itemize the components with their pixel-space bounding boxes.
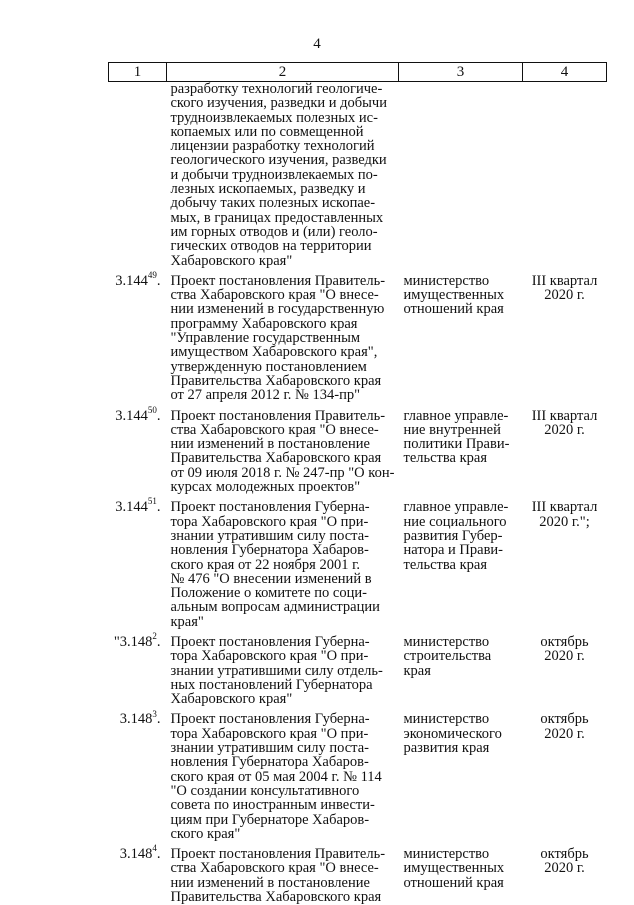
row-deadline: [523, 268, 607, 403]
row-description-line: ства Хабаровского края "О внесе-: [170, 287, 379, 304]
row-deadline: [523, 494, 607, 629]
table-body: [109, 82, 607, 905]
row-description-line: и добычи трудноизвлекаемых по-: [170, 166, 378, 183]
row-responsible-line: имущественных: [403, 287, 505, 304]
row-description-line: трудноизвлекаемых полезных ис-: [170, 109, 378, 126]
row-deadline-line: 2020 г.";: [539, 513, 590, 530]
row-responsible-line: развития края: [403, 740, 490, 757]
row-description-line: ского края от 05 мая 2004 г. № 114: [170, 768, 382, 785]
row-number: [109, 82, 167, 268]
row-responsible-line: министерство: [403, 846, 490, 863]
row-description-line: циям при Губернаторе Хабаров-: [170, 811, 370, 828]
row-responsible-line: края: [403, 662, 431, 679]
row-description-line: Проект постановления Правитель-: [170, 407, 386, 424]
row-description: [167, 494, 399, 629]
table-row: [109, 494, 607, 629]
row-description-line: нии изменений в государственную: [170, 301, 385, 318]
row-description-line: Правительства Хабаровского края: [170, 450, 382, 467]
row-responsible-line: министерство: [403, 272, 490, 289]
row-deadline-line: III квартал: [531, 499, 598, 516]
row-responsible: [399, 706, 523, 841]
row-description-line: лезных ископаемых, разведку и: [170, 181, 366, 198]
row-responsible-line: министерство: [403, 633, 490, 650]
row-number: [109, 706, 167, 841]
row-description-line: нии изменений в постановление: [170, 874, 370, 891]
row-description-line: знании утратившим силу поста-: [170, 740, 369, 757]
row-description: [167, 841, 399, 904]
row-number-sup: 3: [152, 708, 157, 719]
row-responsible: [399, 629, 523, 706]
row-deadline-line: октябрь: [540, 711, 589, 728]
row-responsible-line: строительства: [403, 648, 492, 665]
table-row: [109, 268, 607, 403]
row-description-line: Положение о комитете по соци-: [170, 585, 367, 602]
row-deadline-line: 2020 г.: [544, 421, 585, 438]
row-description-line: ского края от 22 ноября 2001 г.: [170, 556, 361, 573]
table-header-row: [109, 63, 607, 82]
table-row: [109, 706, 607, 841]
row-responsible-line: натора и Прави-: [403, 542, 504, 559]
row-deadline: [523, 82, 607, 268]
row-responsible-line: тельства края: [403, 556, 488, 573]
row-description-line: курсах молодежных проектов": [170, 479, 361, 496]
row-responsible-line: ние социального: [403, 513, 507, 530]
row-deadline: [523, 629, 607, 706]
row-deadline-line: III квартал: [531, 272, 598, 289]
row-description-line: разработку технологий геологиче-: [170, 81, 383, 97]
row-responsible-line: имущественных: [403, 860, 505, 877]
row-description-line: Хабаровского края": [170, 691, 293, 708]
table-row: [109, 841, 607, 904]
row-number-sup: 2: [152, 631, 157, 642]
row-number-tail: .: [156, 846, 161, 863]
row-description-line: им горных отводов и (или) геоло-: [170, 223, 378, 240]
row-description-line: от 09 июля 2018 г. № 247-пр "О кон-: [170, 464, 395, 481]
row-description-line: тора Хабаровского края "О при-: [170, 648, 369, 665]
row-description-line: от 27 апреля 2012 г. № 134-пр": [170, 387, 361, 404]
row-number-tail: .: [156, 499, 161, 516]
page-number: 4: [313, 36, 321, 52]
row-description-line: добычу таких полезных ископае-: [170, 195, 376, 212]
row-description-line: "Управление государственным: [170, 330, 361, 347]
row-description-line: мых, в границах предоставленных: [170, 209, 384, 226]
plan-table: [108, 62, 607, 904]
row-description-line: Проект постановления Правитель-: [170, 846, 386, 863]
row-responsible-line: главное управле-: [403, 499, 509, 516]
row-number-main: 3.144: [115, 407, 148, 424]
row-description: [167, 629, 399, 706]
row-number-sup: 4: [152, 843, 157, 854]
row-deadline: [523, 841, 607, 904]
row-description-line: лицензии разработку технологий: [170, 138, 375, 155]
table-row: [109, 403, 607, 495]
row-deadline-line: октябрь: [540, 633, 589, 650]
row-description-line: № 476 "О внесении изменений в: [170, 570, 372, 587]
row-deadline: [523, 706, 607, 841]
row-description-line: программу Хабаровского края: [170, 315, 358, 332]
row-description-line: знании утратившими силу отдель-: [170, 662, 383, 679]
row-description-line: знании утратившим силу поста-: [170, 527, 369, 544]
row-responsible: [399, 403, 523, 495]
row-responsible-line: ние внутренней: [403, 421, 501, 438]
header-col-4: 4: [523, 63, 607, 82]
row-description-line: копаемых или по совмещенной: [170, 123, 364, 140]
row-number-tail: .: [156, 407, 161, 424]
row-deadline: [523, 403, 607, 495]
row-description: [167, 403, 399, 495]
row-responsible-line: министерство: [403, 711, 490, 728]
row-description-line: нии изменений в постановление: [170, 436, 370, 453]
row-description-line: ского края": [170, 825, 241, 842]
row-number-main: 3.148: [119, 711, 153, 728]
row-description-line: края": [170, 613, 204, 630]
row-deadline-line: 2020 г.: [544, 860, 585, 877]
row-responsible-line: отношений края: [403, 301, 504, 318]
row-description-line: ства Хабаровского края "О внесе-: [170, 860, 379, 877]
row-number-tail: .: [156, 711, 161, 728]
header-col-3: 3: [399, 63, 523, 82]
row-description-line: гических отводов на территории: [170, 238, 372, 255]
row-description-line: новления Губернатора Хабаров-: [170, 542, 369, 559]
row-description-line: Проект постановления Губерна-: [170, 711, 370, 728]
row-description-line: утвержденную постановлением: [170, 358, 367, 375]
header-col-1: 1: [109, 63, 167, 82]
row-number: [109, 629, 167, 706]
row-number-tail: .: [156, 633, 161, 650]
row-description-line: геологического изучения, разведки: [170, 152, 387, 169]
row-description: [167, 82, 399, 268]
table-row: [109, 629, 607, 706]
row-responsible-line: отношений края: [403, 874, 504, 891]
row-deadline-line: III квартал: [531, 407, 598, 424]
row-responsible-line: главное управле-: [403, 407, 509, 424]
row-number-sup: 49: [147, 270, 157, 281]
row-description-line: имуществом Хабаровского края",: [170, 344, 378, 361]
row-description: [167, 706, 399, 841]
row-number-main: 3.144: [115, 499, 148, 516]
row-responsible: [399, 82, 523, 268]
row-number: [109, 268, 167, 403]
row-deadline-line: 2020 г.: [544, 648, 585, 665]
row-description-line: ства Хабаровского края "О внесе-: [170, 421, 379, 438]
row-number: [109, 403, 167, 495]
row-description-line: тора Хабаровского края "О при-: [170, 513, 369, 530]
header-col-2: 2: [167, 63, 399, 82]
row-responsible-line: политики Прави-: [403, 436, 510, 453]
row-deadline-line: 2020 г.: [544, 287, 585, 304]
row-description-line: Правительства Хабаровского края: [170, 889, 382, 905]
row-description-line: Проект постановления Правитель-: [170, 272, 386, 289]
row-description: [167, 268, 399, 403]
row-number: [109, 841, 167, 904]
row-description-line: новления Губернатора Хабаров-: [170, 754, 369, 771]
row-description-line: Хабаровского края": [170, 252, 293, 269]
row-deadline-line: 2020 г.: [544, 725, 585, 742]
table-row: [109, 82, 607, 268]
row-description-line: "О создании консультативного: [170, 782, 360, 799]
row-responsible: [399, 494, 523, 629]
row-responsible-line: тельства края: [403, 450, 488, 467]
row-responsible-line: экономического: [403, 725, 502, 742]
row-description-line: ных постановлений Губернатора: [170, 676, 373, 693]
row-responsible-line: развития Губер-: [403, 527, 503, 544]
row-number-sup: 50: [147, 404, 157, 415]
row-number-sup: 51: [147, 496, 157, 507]
row-number-main: 3.148: [119, 846, 153, 863]
row-deadline-line: октябрь: [540, 846, 589, 863]
row-description-line: Проект постановления Губерна-: [170, 499, 370, 516]
row-description-line: альным вопросам администрации: [170, 599, 380, 616]
row-description-line: тора Хабаровского края "О при-: [170, 725, 369, 742]
row-number-tail: .: [156, 272, 161, 289]
row-number-main: "3.148: [113, 633, 153, 650]
row-number-main: 3.144: [115, 272, 148, 289]
row-responsible: [399, 268, 523, 403]
row-description-line: Проект постановления Губерна-: [170, 633, 370, 650]
row-number: [109, 494, 167, 629]
row-description-line: Правительства Хабаровского края: [170, 372, 382, 389]
row-description-line: ского изучения, разведки и добычи: [170, 95, 387, 112]
row-description-line: совета по иностранным инвести-: [170, 797, 375, 814]
row-responsible: [399, 841, 523, 904]
